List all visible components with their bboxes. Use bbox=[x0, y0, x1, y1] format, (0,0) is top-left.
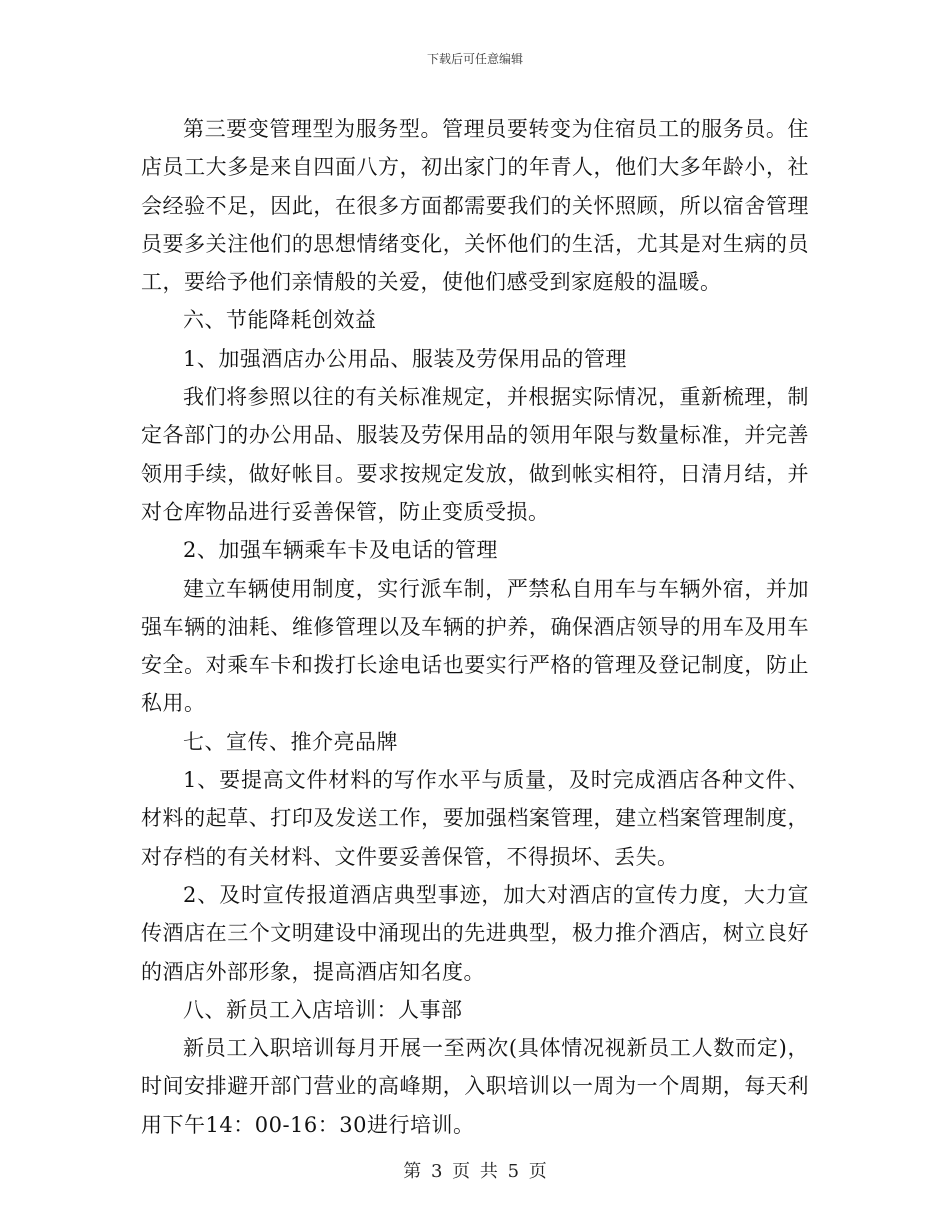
subheading-office-supplies: 1、加强酒店办公用品、服装及劳保用品的管理 bbox=[183, 346, 627, 371]
page-number-footer: 第 3 页 共 5 页 bbox=[403, 1161, 547, 1182]
paragraph-documents: 1、要提高文件材料的写作水平与质量，及时完成酒店各种文件、材料的起草、打印及发送工作，要加强档案管理，建立档案管理制度，对存档的有关材料、文件要妥善保管，不得损坏、丢失。 bbox=[141, 768, 809, 869]
paragraph-service-mindset: 第三要变管理型为服务型。管理员要转变为住宿员工的服务员。住店员工大多是来自四面八方，初出家门的年青人，他们大多年龄小，社会经验不足，因此，在很多方面都需要我们的关怀照顾，所以宿舍管理员要多关注他们的思想情绪变化，关怀他们的生活，尤其是对生病的员工，要给予他们亲情般的关爱，使他们感受到家庭般的温暖。 bbox=[141, 117, 809, 295]
paragraph-office-supplies: 我们将参照以往的有关标准规定，并根据实际情况，重新梳理，制定各部门的办公用品、服装及劳保用品的领用年限与数量标准，并完善领用手续，做好帐目。要求按规定发放，做到帐实相符，日清月结，并对仓库物品进行妥善保管，防止变质受损。 bbox=[141, 385, 809, 524]
section-heading-promotion: 七、宣传、推介亮品牌 bbox=[183, 729, 398, 754]
paragraph-training: 新员工入职培训每月开展一至两次(具体情况视新员工人数而定)，时间安排避开部门营业的高峰期，入职培训以一周为一个周期，每天利用下午14：00-16：30进行培训。 bbox=[141, 1036, 809, 1137]
page-header-note: 下载后可任意编辑 bbox=[426, 52, 523, 66]
section-heading-energy-saving: 六、节能降耗创效益 bbox=[183, 308, 377, 333]
document-body bbox=[141, 110, 809, 1144]
subheading-vehicles-phone: 2、加强车辆乘车卡及电话的管理 bbox=[183, 538, 498, 563]
paragraph-vehicles-phone: 建立车辆使用制度，实行派车制，严禁私自用车与车辆外宿，并加强车辆的油耗、维修管理以及车辆的护养，确保酒店领导的用车及用车安全。对乘车卡和拨打长途电话也要实行严格的管理及登记制度，防止私用。 bbox=[141, 576, 809, 716]
section-heading-training: 八、新员工入店培训：人事部 bbox=[183, 997, 463, 1022]
paragraph-publicity: 2、及时宣传报道酒店典型事迹，加大对酒店的宣传力度，大力宣传酒店在三个文明建设中涌现出的先进典型，极力推介酒店，树立良好的酒店外部形象，提高酒店知名度。 bbox=[141, 882, 809, 984]
